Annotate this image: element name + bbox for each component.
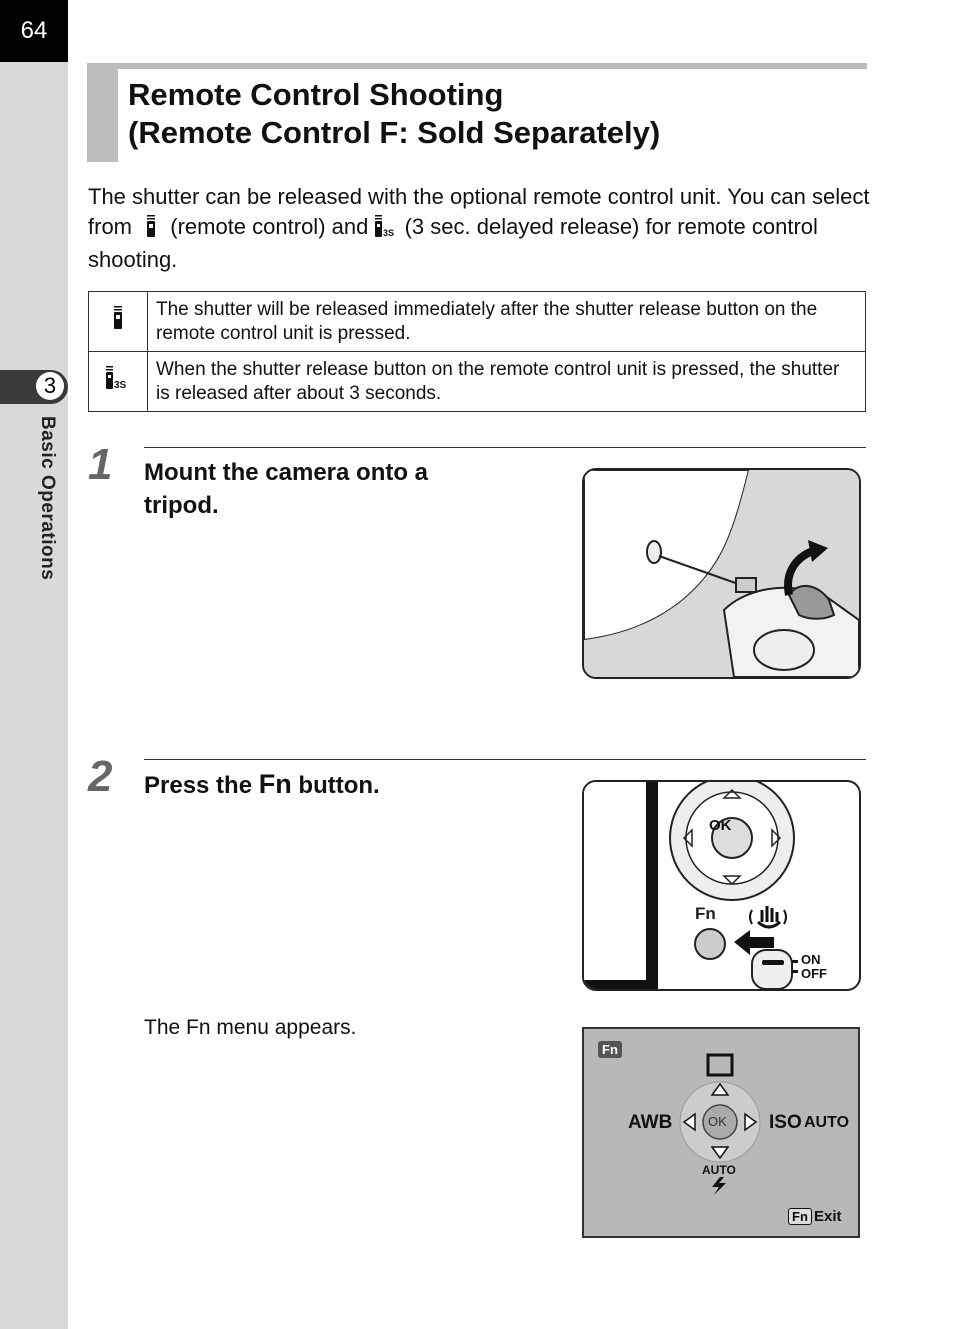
step-text-after: button. xyxy=(298,772,380,799)
remote-control-icon xyxy=(138,215,164,245)
flash-auto-label: AUTO xyxy=(702,1163,736,1177)
svg-text:3S: 3S xyxy=(383,228,395,237)
title-bar-left xyxy=(87,69,118,162)
svg-text:3S: 3S xyxy=(114,380,127,390)
ok-button-label: OK xyxy=(708,1114,727,1129)
ok-label: OK xyxy=(709,817,732,834)
title-line-1: Remote Control Shooting xyxy=(128,77,504,112)
remote-control-icon xyxy=(105,314,131,335)
on-label: ON xyxy=(801,952,821,967)
iso-auto-label: AUTO xyxy=(804,1114,850,1131)
step-number: 2 xyxy=(88,752,113,801)
fn-badge: Fn xyxy=(598,1041,622,1058)
fn-button-label: Fn xyxy=(258,769,292,799)
mode-icon-cell xyxy=(89,292,148,352)
mode-description: The shutter will be released immediately after the shutter release button on the remote control unit is pressed. xyxy=(148,292,866,352)
step-number: 1 xyxy=(88,440,113,489)
chapter-number: 3 xyxy=(36,372,64,400)
iso-label: ISO xyxy=(769,1112,802,1133)
power-switch-labels xyxy=(801,953,827,981)
remote-control-3s-icon xyxy=(374,215,398,245)
step-text-before: Press the xyxy=(144,772,253,799)
off-label: OFF xyxy=(801,966,827,981)
title-line-2: (Remote Control F: Sold Separately) xyxy=(128,115,661,150)
tripod-illustration xyxy=(582,468,861,679)
mode-icon-cell xyxy=(89,352,148,412)
intro-paragraph xyxy=(88,182,878,275)
chapter-label: Basic Operations xyxy=(37,416,58,581)
intro-part-3: (3 sec. delayed release) for remote control shooting. xyxy=(88,214,818,272)
remote-control-3s-icon xyxy=(104,374,132,395)
title-bar-top xyxy=(87,63,867,69)
page-number: 64 xyxy=(0,0,68,62)
awb-label: AWB xyxy=(628,1112,673,1133)
step-text: Mount the camera onto a tripod. xyxy=(144,459,429,519)
step-text xyxy=(144,768,380,802)
fn-label: Fn xyxy=(695,904,716,923)
table-row xyxy=(89,352,866,412)
fn-menu-screen xyxy=(582,1027,860,1238)
mode-table xyxy=(88,291,866,412)
step-result: The Fn menu appears. xyxy=(144,1016,357,1039)
intro-part-1: The shutter can be released with the optional remote control unit. You can select from xyxy=(88,184,870,239)
table-row xyxy=(89,292,866,352)
step-divider xyxy=(144,447,866,448)
step-divider xyxy=(144,759,866,760)
exit-fn-badge: Fn xyxy=(788,1208,812,1225)
page-title xyxy=(128,76,660,152)
side-strip xyxy=(0,0,68,1329)
intro-part-2: (remote control) and xyxy=(170,214,369,239)
mode-description: When the shutter release button on the remote control unit is pressed, the shutter is released after about 3 seconds. xyxy=(148,352,866,412)
exit-label: Exit xyxy=(814,1208,842,1225)
